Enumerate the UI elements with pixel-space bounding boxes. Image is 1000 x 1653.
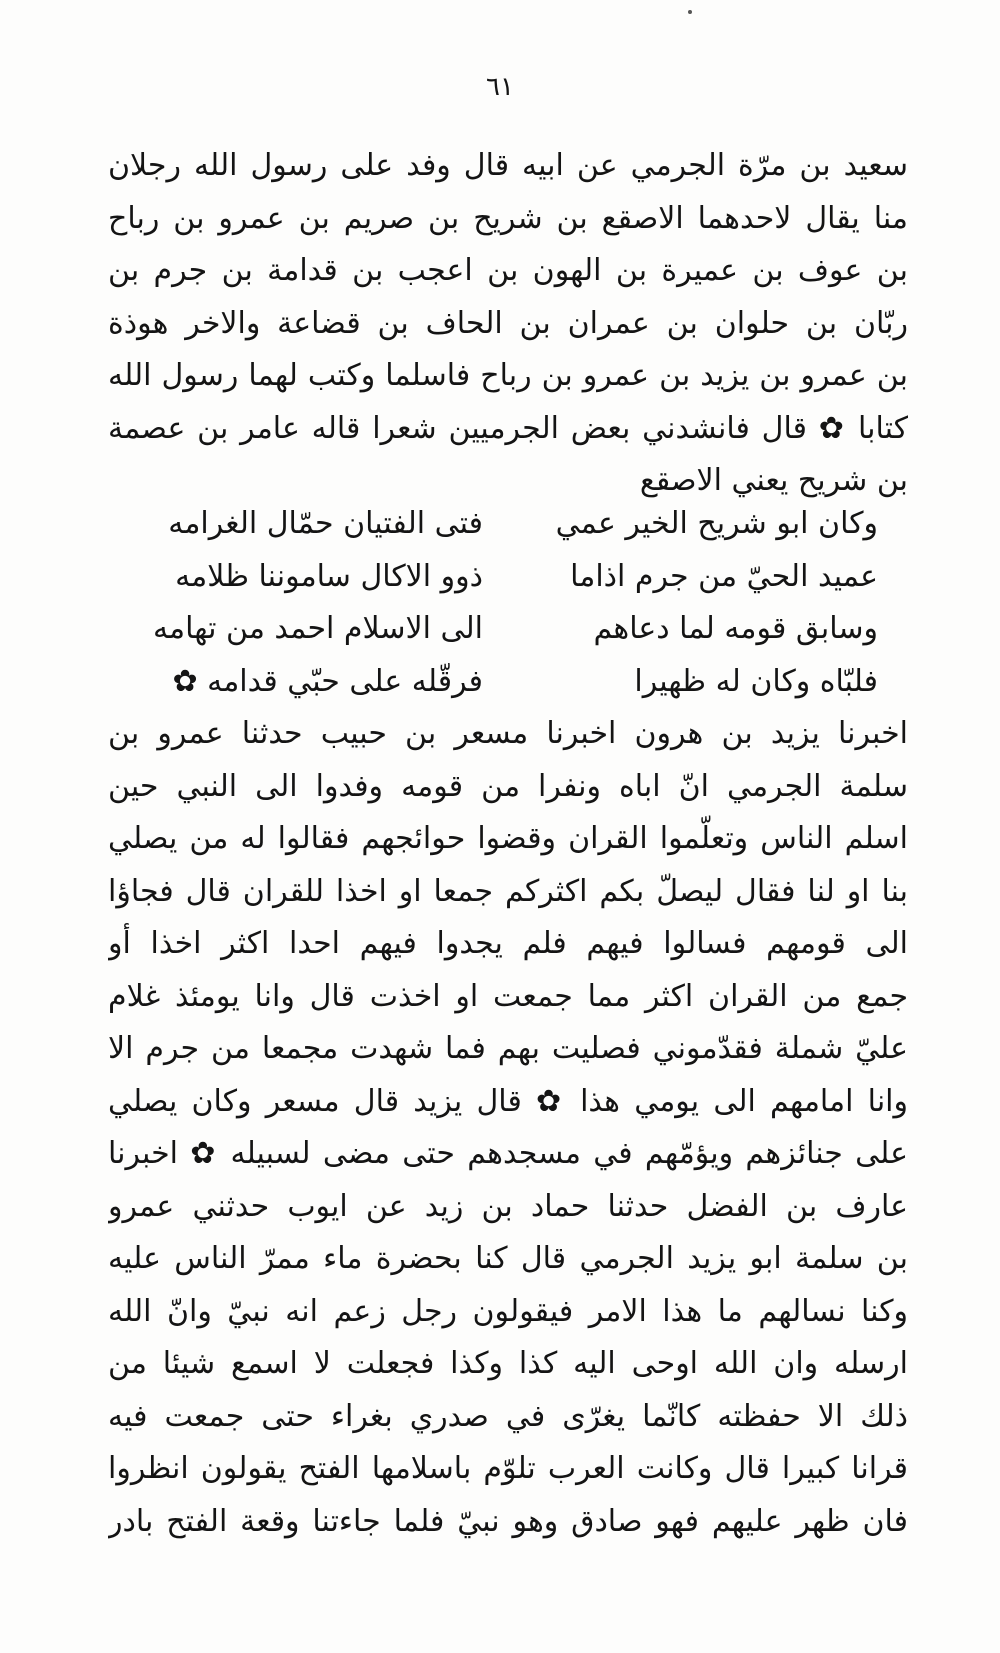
- text-line: اخبرنا يزيد بن هرون اخبرنا مسعر بن حبيب حدثنا عمرو بن: [108, 716, 908, 751]
- verse-first-hemistich: عميد الحيّ من جرم اذاما: [570, 558, 878, 594]
- text-line: بنا او لنا فقال ليصلّ بكم اكثركم جمعا او اخذا للقران قال فجاؤا: [108, 873, 908, 909]
- text-line: بن شريح يعني الاصقع: [639, 463, 908, 498]
- verse-second-hemistich: الى الاسلام احمد من تهامه: [152, 611, 483, 646]
- text-line: وانا امامهم الى يومي هذا ✿ قال يزيد قال مسعر وكان يصلي: [108, 1083, 908, 1119]
- prose-section-1: [108, 140, 908, 508]
- text-line: قرانا كبيرا قال وكانت العرب تلوّم باسلامها الفتح يقولون انظروا: [108, 1451, 908, 1486]
- text-line: الى قومهم فسالوا فيهم فلم يجدوا فيهم احدا اكثر اخذا أو: [108, 926, 908, 961]
- verse-second-hemistich: فرقّله على حبّي قدامه ✿: [172, 663, 483, 699]
- poetry-verse: [108, 656, 908, 709]
- text-line: ذلك الا حفظته كانّما يغرّى في صدري بغراء حتى جمعت فيه: [108, 1398, 908, 1434]
- text-line: على جنائزهم ويؤمّهم في مسجدهم حتى مضى لسبيله ✿ اخبرنا: [108, 1136, 908, 1171]
- verse-second-hemistich: ذوو الاكال ساموننا ظلامه: [175, 558, 483, 594]
- text-line: عليّ شملة فقدّموني فصليت بهم فما شهدت مجمعا من جرم الا: [108, 1031, 908, 1066]
- text-line: فان ظهر عليهم فهو صادق وهو نبيّ فلما جاءتنا وقعة الفتح بادر: [108, 1503, 908, 1539]
- text-line: اسلم الناس وتعلّموا القران وقضوا حوائجهم فقالوا له من يصلي: [108, 821, 908, 856]
- text-line: وكنا نسالهم ما هذا الامر فيقولون رجل زعم انه نبيّ وانّ الله: [108, 1293, 908, 1329]
- poetry-verse: [108, 603, 908, 656]
- text-line: ربّان بن حلوان بن عمران بن الحاف بن قضاعة والاخر هوذة: [108, 305, 908, 341]
- text-line: ارسله وان الله اوحى اليه كذا وكذا فجعلت لا اسمع شيئا من: [108, 1346, 908, 1381]
- verse-second-hemistich: فتى الفتيان حمّال الغرامه: [168, 506, 483, 541]
- poetry-section: [108, 498, 908, 708]
- verse-first-hemistich: وكان ابو شريح الخير عمي: [555, 506, 878, 541]
- poetry-verse: [108, 498, 908, 551]
- poetry-verse: [108, 551, 908, 604]
- text-line: سعيد بن مرّة الجرمي عن ابيه قال وفد على رسول الله رجلان: [108, 148, 908, 183]
- verse-first-hemistich: فلبّاه وكان له ظهيرا: [634, 663, 878, 699]
- text-line: سلمة الجرمي انّ اباه ونفرا من قومه وفدوا الى النبي حين: [108, 768, 908, 804]
- prose-section-2: [108, 708, 908, 1548]
- page-number: ٦١: [486, 72, 514, 102]
- text-line: بن سلمة ابو يزيد الجرمي قال كنا بحضرة ماء ممرّ الناس عليه: [108, 1241, 908, 1276]
- paper-speck: [688, 10, 692, 14]
- text-line: بن عمرو بن يزيد بن عمرو بن رباح فاسلما وكتب لهما رسول الله: [108, 358, 908, 393]
- text-line: منا يقال لاحدهما الاصقع بن شريح بن صريم بن عمرو بن رباح: [108, 200, 908, 236]
- text-line: بن عوف بن عميرة بن الهون بن اعجب بن قدامة بن جرم بن: [108, 253, 908, 288]
- text-line: جمع من القران اكثر مما جمعت او اخذت قال وانا يومئذ غلام: [108, 978, 908, 1014]
- verse-first-hemistich: وسابق قومه لما دعاهم: [593, 611, 878, 646]
- text-line: كتابا ✿ قال فانشدني بعض الجرميين شعرا قاله عامر بن عصمة: [108, 410, 908, 446]
- text-line: عارف بن الفضل حدثنا حماد بن زيد عن ايوب حدثني عمرو: [108, 1188, 908, 1224]
